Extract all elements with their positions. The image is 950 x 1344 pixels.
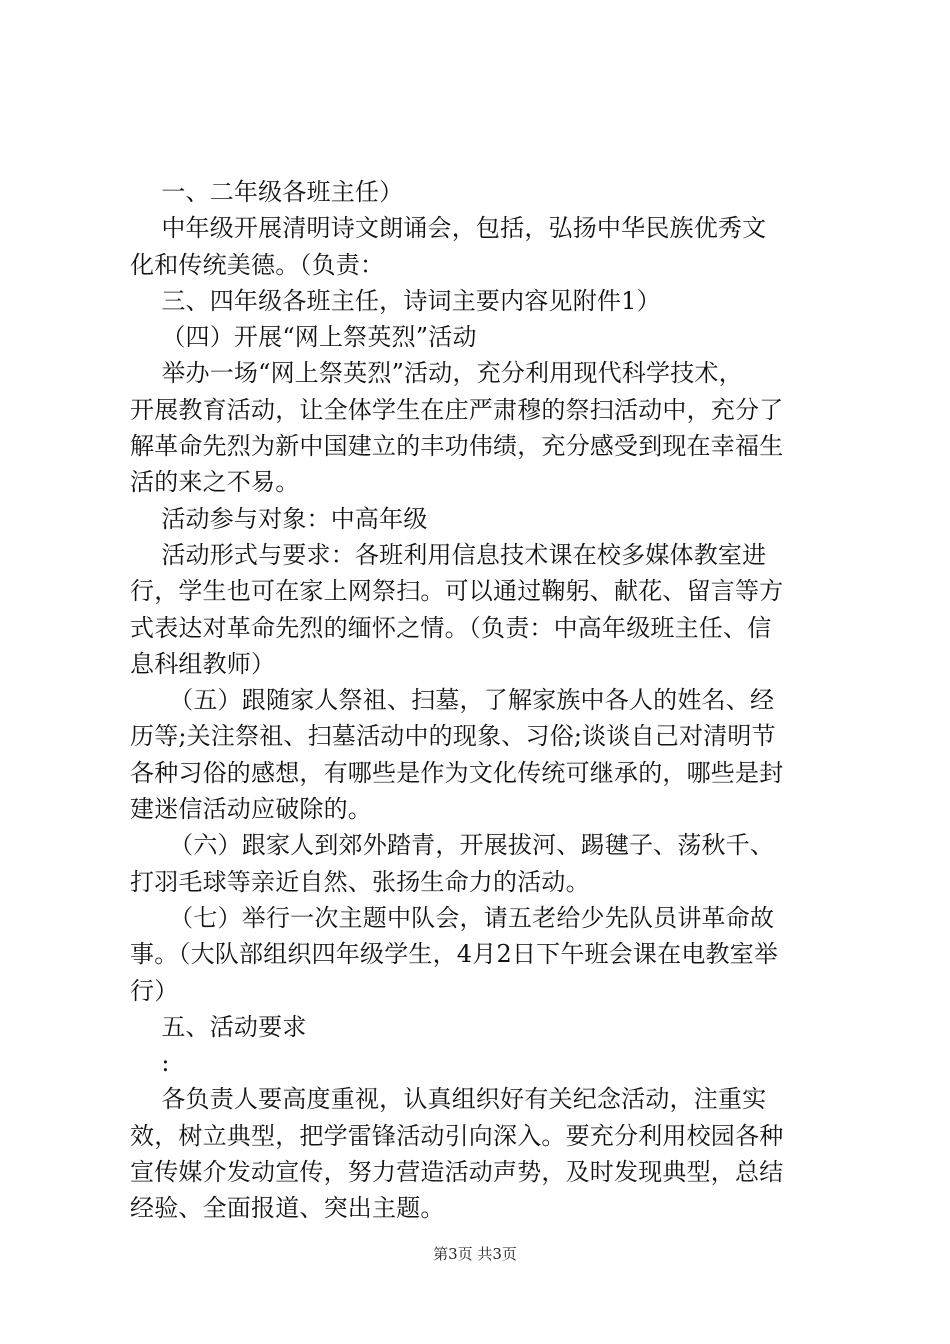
document-body xyxy=(130,174,830,1227)
text-line: 中年级开展清明诗文朗诵会，包括，弘扬中华民族优秀文 xyxy=(130,214,767,243)
text-line: 打羽毛球等亲近自然、张扬生命力的活动。 xyxy=(130,867,590,896)
text-line: 三、四年级各班主任，诗词主要内容见附件1） xyxy=(130,286,661,315)
text-line: 息科组教师） xyxy=(130,649,276,678)
text-line: 历等;关注祭祖、扫墓活动中的现象、习俗;谈谈自己对清明节 xyxy=(130,722,776,751)
text-line: 解革命先烈为新中国建立的丰功伟绩，充分感受到现在幸福生 xyxy=(130,432,784,461)
page-number-footer: 第3页 共3页 xyxy=(433,1245,517,1263)
text-line: 开展教育活动，让全体学生在庄严肃穆的祭扫活动中，充分了 xyxy=(130,395,784,424)
section-heading: （四）开展“网上祭英烈”活动 xyxy=(130,323,477,352)
text-line: 活动形式与要求：各班利用信息技术课在校多媒体教室进 xyxy=(130,540,767,569)
text-line: 事。（大队部组织四年级学生，4月2日下午班会课在电教室举 xyxy=(130,940,779,969)
text-line: 各种习俗的感想，有哪些是作为文化传统可继承的，哪些是封 xyxy=(130,758,784,787)
text-line: 效，树立典型，把学雷锋活动引向深入。要充分利用校园各种 xyxy=(130,1121,784,1150)
text-line: 活动参与对象：中高年级 xyxy=(130,504,428,533)
text-line: 活的来之不易。 xyxy=(130,468,300,497)
section-heading: （七）举行一次主题中队会，请五老给少先队员讲革命故 xyxy=(130,903,775,932)
text-line: 建迷信活动应破除的。 xyxy=(130,795,372,824)
text-line: 一、二年级各班主任） xyxy=(130,178,404,206)
text-line: 行） xyxy=(130,976,179,1005)
text-line: 各负责人要高度重视，认真组织好有关纪念活动，注重实 xyxy=(130,1085,767,1114)
text-line: : xyxy=(130,1049,170,1078)
text-line: 经验、全面报道、突出主题。 xyxy=(130,1194,445,1223)
text-line: 化和传统美德。（负责： xyxy=(130,250,385,279)
section-heading: （五）跟随家人祭祖、扫墓，了解家族中各人的姓名、经 xyxy=(130,686,775,715)
section-heading: 五、活动要求 xyxy=(130,1012,307,1041)
section-heading: （六）跟家人到郊外踏青，开展拔河、踢毽子、荡秋千、 xyxy=(130,831,775,860)
text-line: 宣传媒介发动宣传，努力营造活动声势，及时发现典型，总结 xyxy=(130,1158,784,1187)
text-line: 行，学生也可在家上网祭扫。可以通过鞠躬、献花、留言等方 xyxy=(130,577,784,606)
text-line: 式表达对革命先烈的缅怀之情。（负责：中高年级班主任、信 xyxy=(130,613,772,642)
text-line: 举办一场“网上祭英烈”活动，充分利用现代科学技术， xyxy=(130,359,743,388)
